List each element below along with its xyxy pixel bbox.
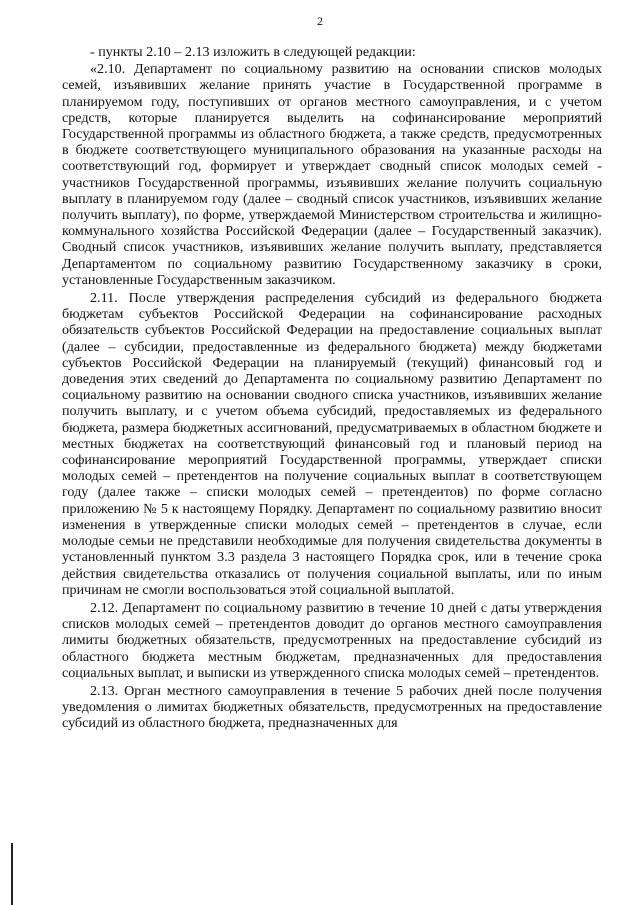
paragraph-2-12: 2.12. Департамент по социальному развитию в течение 10 дней с даты утверждения списков молодых семей – претендентов доводит до органов местного самоуправления лимиты бюджетных обязательств, предусмотренных на предоставление субсидий из областного бюджета местным бюджетам, предназначенных для предоставления социальных выплат, и выписки из утвержденного списка молодых семей – претендентов. [62,599,602,681]
paragraph-2-11: 2.11. После утверждения распределения субсидий из федерального бюджета бюджетам субъектов Российской Федерации на софинансирование расходных обязательств субъектов Российской Федерации на предоставление социальных выплат (далее – субсидии, предоставленные из федерального бюджета) между бюджетами субъектов Российской Федерации на планируемый (текущий) финансовый год и доведения этих сведений до Департамента по социальному развитию Департамент по социальному развитию на основании сводного списка участников, изъявивших желание получить выплату, и с учетом объема субсидий, предоставляемых из федерального бюджета, размера бюджетных ассигнований, предусматриваемых в областном бюджете и местных бюджетах на соответствующий финансовый год и плановый период на софинансирование мероприятий Государственной программы, утверждает списки молодых семей – претендентов на получение социальных выплат в соответствующем году (далее также – списки молодых семей – претендентов) по форме согласно приложению № 5 к настоящему Порядку. Департамент по социальному развитию вносит изменения в утвержденные списки молодых семей – претендентов в случае, если молодые семьи не представили необходимые для получения свидетельства документы в установленный пунктом 3.3 раздела 3 настоящего Порядка срок, или в течение срока действия свидетельства отказались от получения социальной выплаты, или по иным причинам не смогли воспользоваться этой социальной выплатой. [62,290,602,598]
document-body [62,44,602,734]
scan-edge-mark [11,843,13,905]
paragraph-2-13: 2.13. Орган местного самоуправления в течение 5 рабочих дней после получения уведомления о лимитах бюджетных обязательств, предусмотренных на предоставление субсидий из областного бюджета, предназначенных для [62,682,602,732]
paragraph-2-10: «2.10. Департамент по социальному развитию на основании списков молодых семей, изъявивших желание принять участие в Государственной программе в планируемом году, поступивших от органов местного самоуправления, и с учетом средств, которые планируется выделить на софинансирование мероприятий Государственной программы из областного бюджета, а также средств, предусмотренных в бюджете соответствующего муниципального образования на указанные расходы на соответствующий год, формирует и утверждает сводный список молодых семей - участников Государственной программы, изъявивших желание получить социальную выплату в планируемом году (далее – сводный список участников, изъявивших желание получить выплату), по форме, утверждаемой Министерством строительства и жилищно-коммунального хозяйства Российской Федерации (далее – Государственный заказчик). Сводный список участников, изъявивших желание получить выплату, представляется Департаментом по социальному развитию Государственному заказчику в сроки, установленные Государственным заказчиком. [62,61,602,288]
amendment-intro: - пункты 2.10 – 2.13 изложить в следующей редакции: [90,44,416,60]
page-number: 2 [317,14,323,28]
